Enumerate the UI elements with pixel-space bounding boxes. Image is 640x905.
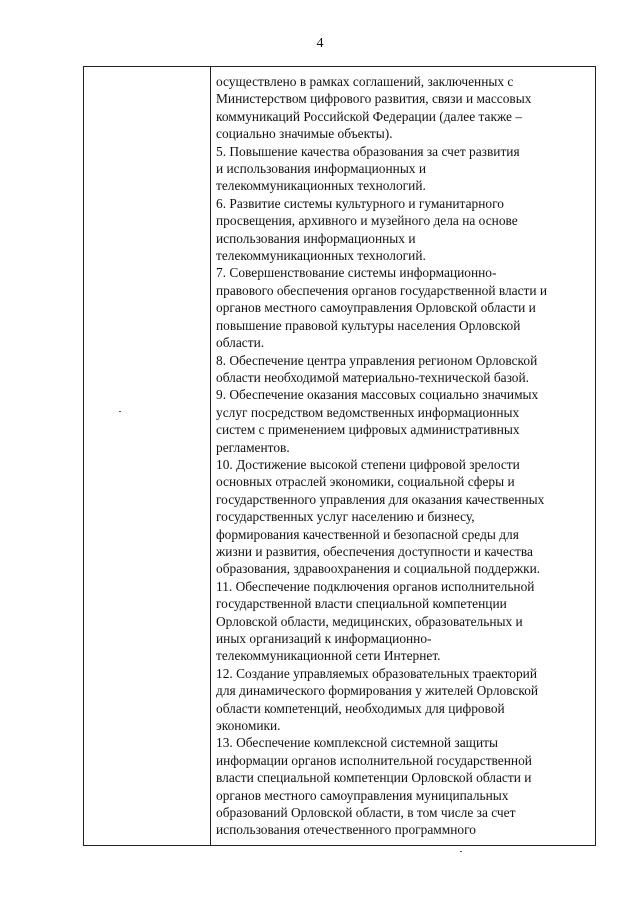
text-line: области компетенций, необходимых для цифровой [216,700,505,716]
text-line: государственного управления для оказания качественных [216,491,545,507]
text-line: жизни и развития, обеспечения доступности и качества [216,543,533,559]
text-line: основных отраслей экономики, социальной сферы и [216,474,515,490]
text-line: 8. Обеспечение центра управления регионом Орловской [216,352,538,368]
text-line: 12. Создание управляемых образовательных траекторий [216,665,537,681]
scan-speck [119,411,121,412]
text-line: повышение правовой культуры населения Орловской [216,317,521,333]
text-line: государственных услуг населению и бизнесу, [216,509,475,525]
text-line: систем с применением цифровых административных [216,422,520,438]
text-line: Орловской области, медицинских, образовательных и [216,613,523,629]
text-line: правового обеспечения органов государственной власти и [216,282,548,298]
text-line: телекоммуникационных технологий. [216,248,426,264]
document-table [83,66,596,846]
scan-speck [460,851,462,852]
text-line: области необходимой материально-технической базой. [216,369,529,385]
text-line: 10. Достижение высокой степени цифровой зрелости [216,456,520,472]
text-line: Министерством цифрового развития, связи и массовых [216,91,532,107]
left-column-cell [84,67,211,845]
text-line: государственной власти специальной компетенции [216,596,507,612]
text-line: использования информационных и [216,230,416,246]
text-line: просвещения, архивного и музейного дела на основе [216,213,518,229]
text-line: для динамического формирования у жителей Орловской [216,683,539,699]
text-line: коммуникаций Российской Федерации (далее также – [216,108,523,124]
text-line: 13. Обеспечение комплексной системной защиты [216,735,498,751]
text-line: и использования информационных и [216,161,427,177]
text-line: 7. Совершенствование системы информационно- [216,265,497,281]
page-number: 4 [316,36,324,51]
text-line: экономики. [216,718,281,734]
text-line: осуществлено в рамках соглашений, заключенных с [216,74,514,89]
text-line: 9. Обеспечение оказания массовых социально значимых [216,387,539,403]
text-line: 5. Повышение качества образования за счет развития [216,143,520,159]
text-line: регламентов. [216,439,290,455]
text-line: органов местного самоуправления Орловской области и [216,300,536,316]
text-line: власти специальной компетенции Орловской области и [216,770,532,786]
text-line: области. [216,335,265,351]
text-line: иных организаций к информационно- [216,631,432,646]
text-line: формирования качественной и безопасной среды для [216,526,519,542]
content-cell [216,73,589,839]
text-line: органов местного самоуправления муниципальных [216,787,509,803]
text-line: использования отечественного программного [216,822,476,838]
text-line: образований Орловской области, в том числе за счет [216,805,516,821]
text-line: 11. Обеспечение подключения органов исполнительной [216,578,535,594]
text-line: социально значимые объекты). [216,126,393,142]
text-line: телекоммуникационной сети Интернет. [216,648,441,664]
text-line: телекоммуникационных технологий. [216,178,426,194]
text-line: 6. Развитие системы культурного и гуманитарного [216,195,504,211]
text-line: образования, здравоохранения и социальной поддержки. [216,561,541,577]
text-line: услуг посредством ведомственных информационных [216,404,520,420]
text-line: информации органов исполнительной государственной [216,752,532,768]
